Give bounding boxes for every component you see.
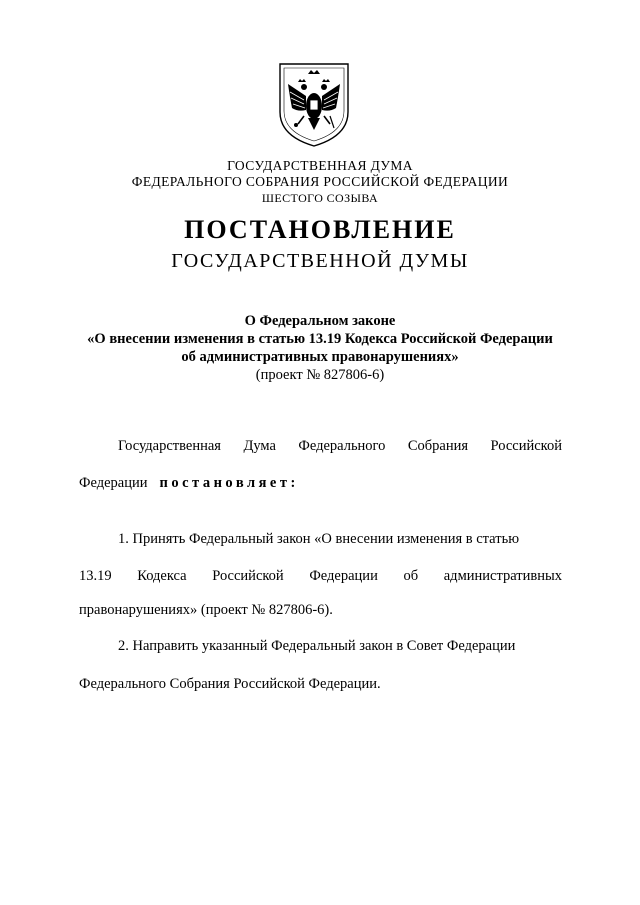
document-subtitle: ГОСУДАРСТВЕННОЙ ДУМЫ	[171, 250, 469, 272]
item-1-word: об	[403, 568, 419, 584]
coat-of-arms-icon	[276, 62, 352, 148]
item-1-word: 13.19	[79, 568, 112, 584]
item-1-line-1: 1. Принять Федеральный закон «О внесении изменения в статью	[118, 531, 520, 547]
preamble-line-2	[79, 474, 299, 492]
project-number: (проект № 827806-6)	[255, 367, 385, 383]
item-1-word: Федерации	[309, 568, 378, 584]
preamble-word: Федерации	[79, 475, 148, 491]
preamble-word: Дума	[243, 438, 276, 454]
subject-line-3: об административных правонарушениях»	[181, 349, 459, 365]
item-1-line-3: правонарушениях» (проект № 827806-6).	[79, 602, 333, 618]
item-2-line-2: Федерального Собрания Российской Федерации.	[79, 676, 381, 692]
preamble-word: Федерального	[298, 438, 386, 454]
subject-line-1: О Федеральном законе	[244, 313, 396, 329]
item-2-line-1: 2. Направить указанный Федеральный закон в Совет Федерации	[118, 638, 516, 654]
item-1-word: административных	[443, 568, 562, 584]
document-title: ПОСТАНОВЛЕНИЕ	[184, 215, 456, 244]
subject-line-2: «О внесении изменения в статью 13.19 Кодекса Российской Федерации	[87, 331, 553, 347]
preamble-word: Собрания	[407, 438, 469, 454]
item-1-word: Кодекса	[137, 568, 187, 584]
item-1-word: Российской	[212, 568, 284, 584]
decides-text: постановляет:	[159, 475, 299, 491]
preamble-line-1	[118, 437, 562, 455]
preamble-word: Российской	[490, 438, 562, 454]
header-duma: ГОСУДАРСТВЕННАЯ ДУМА	[227, 158, 413, 173]
header-federal-assembly: ФЕДЕРАЛЬНОГО СОБРАНИЯ РОССИЙСКОЙ ФЕДЕРАЦИИ	[131, 174, 509, 189]
header-convocation: ШЕСТОГО СОЗЫВА	[261, 191, 379, 205]
item-1-line-2	[79, 567, 562, 585]
preamble-word: Государственная	[118, 438, 221, 454]
